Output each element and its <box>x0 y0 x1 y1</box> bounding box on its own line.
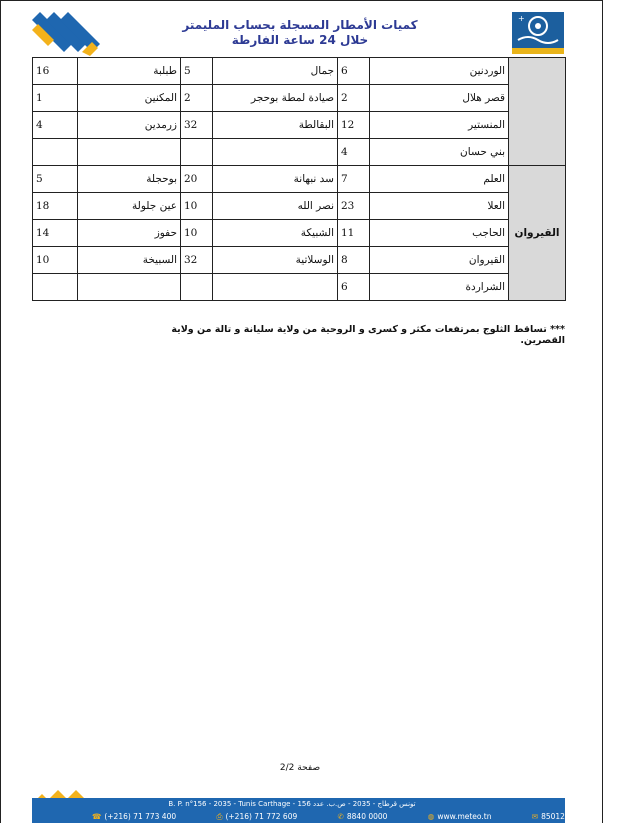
station-cell: المكنين <box>78 85 181 112</box>
value-cell <box>181 139 213 166</box>
value-cell: 23 <box>338 193 370 220</box>
title-line2: خلال 24 ساعة الفارطة <box>231 33 369 47</box>
station-cell: العلا <box>370 193 509 220</box>
sms-icon: ✉ <box>531 812 539 821</box>
value-cell <box>33 274 78 301</box>
top-rule <box>0 0 603 1</box>
value-cell: 12 <box>338 112 370 139</box>
phone-icon: ☎ <box>92 812 102 821</box>
station-cell: بني حسان <box>370 139 509 166</box>
value-cell: 5 <box>33 166 78 193</box>
station-cell: جمال <box>213 58 338 85</box>
station-cell: بوحجلة <box>78 166 181 193</box>
value-cell: 6 <box>338 274 370 301</box>
value-cell: 8 <box>338 247 370 274</box>
station-cell: البقالطة <box>213 112 338 139</box>
value-cell: 2 <box>338 85 370 112</box>
station-cell: المنستير <box>370 112 509 139</box>
value-cell: 32 <box>181 247 213 274</box>
value-cell: 10 <box>181 220 213 247</box>
value-cell: 5 <box>181 58 213 85</box>
value-cell: 10 <box>33 247 78 274</box>
page-number: صفحة 2/2 <box>279 763 321 773</box>
value-cell: 11 <box>338 220 370 247</box>
station-cell <box>213 139 338 166</box>
title-line1: كميات الأمطار المسجلة بحساب المليمتر <box>182 18 418 32</box>
station-cell: الشبيكة <box>213 220 338 247</box>
footer-address: B. P. n°156 - 2035 - Tunis Carthage - تونس قرطاج - 2035 - ص.ب. عدد 156 <box>168 800 416 808</box>
phone-free-icon: ✆ <box>337 812 344 821</box>
table-row <box>33 274 566 301</box>
station-cell: زرمدين <box>78 112 181 139</box>
station-cell: صيادة لمطة بوحجر <box>213 85 338 112</box>
region-cell: القيروان <box>509 166 566 301</box>
contact-sms: ✉ 85012 <box>531 812 565 821</box>
value-cell: 7 <box>338 166 370 193</box>
contact-fax: ⎙ (+216) 71 772 609 <box>216 812 298 821</box>
footer-contacts <box>92 812 565 823</box>
contact-free: ✆ 8840 0000 <box>337 812 388 821</box>
value-cell: 32 <box>181 112 213 139</box>
value-cell: 4 <box>338 139 370 166</box>
station-cell: عين جلولة <box>78 193 181 220</box>
table-row <box>33 58 566 85</box>
station-cell: الحاجب <box>370 220 509 247</box>
logo-bar <box>512 48 564 54</box>
station-cell: العلم <box>370 166 509 193</box>
station-cell: الشراردة <box>370 274 509 301</box>
fax-icon: ⎙ <box>216 812 223 821</box>
globe-icon: ◍ <box>427 812 435 821</box>
rainfall-table <box>32 57 566 301</box>
station-cell: حفوز <box>78 220 181 247</box>
station-cell <box>213 274 338 301</box>
table-row <box>33 85 566 112</box>
value-cell: 1 <box>33 85 78 112</box>
value-cell <box>33 139 78 166</box>
value-cell: 14 <box>33 220 78 247</box>
station-cell <box>78 274 181 301</box>
table-row <box>33 220 566 247</box>
station-cell: الوسلاتية <box>213 247 338 274</box>
table-row <box>33 247 566 274</box>
station-cell <box>78 139 181 166</box>
value-cell: 6 <box>338 58 370 85</box>
station-cell: سد نبهانة <box>213 166 338 193</box>
value-cell: 10 <box>181 193 213 220</box>
table-row <box>33 193 566 220</box>
value-cell: 18 <box>33 193 78 220</box>
value-cell <box>181 274 213 301</box>
table-row <box>33 139 566 166</box>
value-cell: 20 <box>181 166 213 193</box>
station-cell: طبلبة <box>78 58 181 85</box>
station-cell: الوردنين <box>370 58 509 85</box>
value-cell: 4 <box>33 112 78 139</box>
station-cell: نصر الله <box>213 193 338 220</box>
contact-web: ◍ www.meteo.tn <box>427 812 492 821</box>
table-row <box>33 166 566 193</box>
svg-text:+: + <box>518 14 525 23</box>
region-cell <box>509 58 566 166</box>
value-cell: 16 <box>33 58 78 85</box>
meteo-logo-icon <box>512 12 564 54</box>
stripes-logo-icon <box>32 12 104 56</box>
station-cell: قصر هلال <box>370 85 509 112</box>
table-row <box>33 112 566 139</box>
station-cell: القيروان <box>370 247 509 274</box>
contact-phone-1: ☎ (+216) 71 773 400 <box>92 812 177 821</box>
snow-note: *** تساقط الثلوج بمرتفعات مكثر و كسرى و الروحية من ولاية سليانة و تالة من ولاية القصرين. <box>171 324 565 346</box>
station-cell: السبيخة <box>78 247 181 274</box>
value-cell: 2 <box>181 85 213 112</box>
